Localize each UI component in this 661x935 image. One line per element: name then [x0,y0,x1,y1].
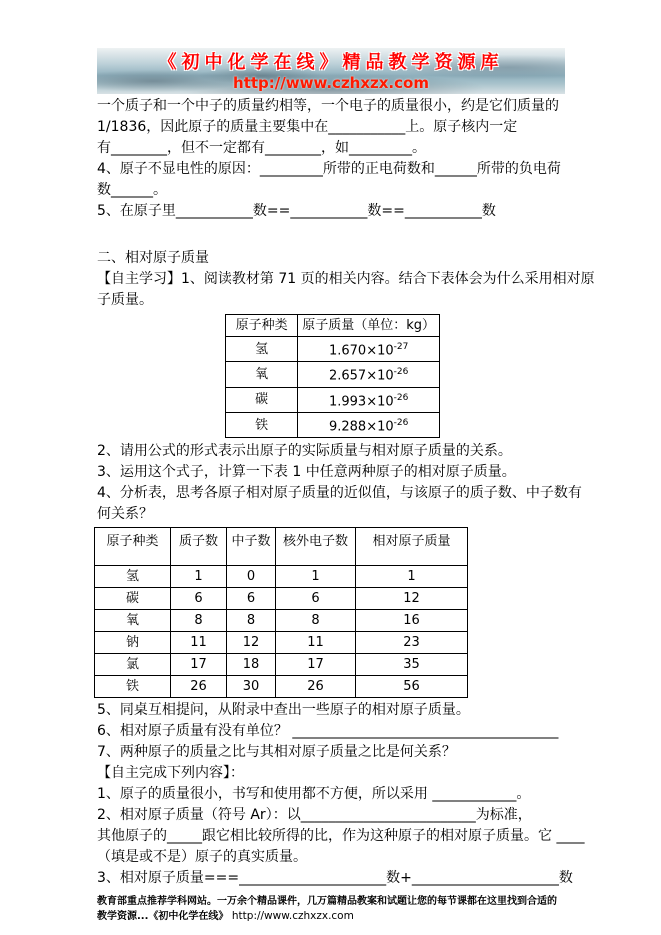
table-cell: 12 [356,588,468,610]
mass-value: 9.288×10 [328,419,394,435]
table-cell: 氯 [95,654,171,676]
table-header-row [226,315,440,337]
table-cell: 碳 [95,588,171,610]
table-cell: 8 [276,610,356,632]
column-header: 原子种类 [95,528,171,566]
column-header: 原子质量（单位：kg） [298,315,440,337]
table-row [226,362,440,387]
mass-value: 1.993×10 [328,393,394,409]
table-row [226,412,440,437]
table-cell [298,337,440,362]
table-cell: 23 [356,632,468,654]
table-row [95,588,468,610]
table-cell: 6 [276,588,356,610]
footer-line [97,909,567,924]
table-row [226,387,440,412]
text-line: 2、相对原子质量（符号 Ar）：以_________________________为标准， [97,807,532,824]
table-cell: 1 [356,566,468,588]
table-cell: 12 [227,632,276,654]
table-cell: 氢 [95,566,171,588]
table-cell: 碳 [226,387,298,412]
table-cell: 6 [227,588,276,610]
text-line: 一个质子和一个中子的质量约相等，一个电子的质量很小，约是它们质量的 [97,98,559,114]
mass-exponent: -26 [393,367,409,378]
text-line: 【自主学习】1、阅读教材第 71 页的相关内容。结合下表体会为什么采用相对原 [97,271,595,287]
document-body [97,96,595,924]
column-header: 中子数 [227,528,276,566]
table-cell: 铁 [95,676,171,698]
mass-value: 2.657×10 [328,368,394,384]
text-line: 有________，但不一定都有________，如_________。 [97,140,426,156]
text-line: 5、在原子里___________数==___________数==___________数 [97,203,496,219]
table-cell: 钠 [95,632,171,654]
column-header: 核外电子数 [276,528,356,566]
table-cell: 1 [171,566,227,588]
table-cell: 11 [171,632,227,654]
mass-exponent: -26 [393,417,409,428]
text-line: 数______。 [97,182,167,198]
table-cell: 11 [276,632,356,654]
table-cell: 56 [356,676,468,698]
table-row [95,610,468,632]
text-line: 6、相对原子质量有没有单位？ ______________________________________ [97,723,559,740]
table-row [95,676,468,698]
text-line: 7、两种原子的质量之比与其相对原子质量之比是何关系？ [97,744,456,761]
table-row [95,566,468,588]
text-line: （填是或不是）原子的真实质量。 [97,849,307,866]
text-line: 【自主完成下列内容】： [97,765,244,782]
text-line: 3、相对原子质量===_____________________数+_____________________数 [97,870,573,887]
table-cell: 17 [171,654,227,676]
particle-count-table [94,527,468,698]
banner-url: http://www.czhxzx.com [233,73,429,92]
table-row [226,337,440,362]
table-cell [298,412,440,437]
section-title: 二、相对原子质量 [97,250,209,266]
table-cell: 26 [276,676,356,698]
page-footer [97,894,567,924]
table-row [95,632,468,654]
table-cell: 氧 [95,610,171,632]
footer-url: http://www.czhxzx.com [231,910,354,923]
table-cell: 8 [171,610,227,632]
column-header: 原子种类 [226,315,298,337]
table-cell: 26 [171,676,227,698]
site-banner [97,48,565,94]
table-header-row [95,528,468,566]
table-cell: 35 [356,654,468,676]
table-cell: 16 [356,610,468,632]
text-line: 2、请用公式的形式表示出原子的实际质量与相对原子质量的关系。 [97,443,512,460]
table-row [95,654,468,676]
table-cell: 0 [227,566,276,588]
column-header: 相对原子质量 [356,528,468,566]
text-line: 3、运用这个式子，计算一下表 1 中任意两种原子的相对原子质量。 [97,464,516,481]
text-line: 子质量。 [97,292,153,308]
table-cell: 氢 [226,337,298,362]
table-cell: 铁 [226,412,298,437]
table-cell: 8 [227,610,276,632]
text-line: 1、原子的质量很小，书写和使用都不方便，所以采用 ____________。 [97,786,531,803]
text-line: 4、原子不显电性的原因：_________所带的正电荷数和______所带的负电荷 [97,161,561,177]
text-line: 5、同桌互相提问，从附录中查出一些原子的相对原子质量。 [97,702,470,719]
footer-text: 教学资源...《初中化学在线》 [97,911,229,923]
footer-line: 教育部重点推荐学科网站。一万余个精品课件，几万篇精品教案和试题让您的每节课都在这里找到合适的 [97,896,557,908]
table-cell: 18 [227,654,276,676]
table-cell [298,387,440,412]
mass-exponent: -27 [393,342,409,352]
mass-value: 1.670×10 [328,343,394,359]
text-line: 何关系？ [97,506,153,523]
table-cell: 氧 [226,362,298,387]
table-cell [298,362,440,387]
text-line: 其他原子的_____跟它相比较所得的比，作为这种原子的相对原子质量。它 ____ [97,828,585,845]
atomic-mass-table [225,314,440,438]
table-cell: 1 [276,566,356,588]
table-cell: 17 [276,654,356,676]
table-cell: 6 [171,588,227,610]
table-cell: 30 [227,676,276,698]
blank-space [97,222,567,248]
text-line: 1/1836，因此原子的质量主要集中在___________上。原子核内一定 [97,119,518,135]
text-line: 4、分析表，思考各原子相对原子质量的近似值，与该原子的质子数、中子数有 [97,485,582,502]
banner-title: 《初中化学在线》精品教学资源库 [158,51,504,73]
column-header: 质子数 [171,528,227,566]
mass-exponent: -26 [393,392,409,403]
